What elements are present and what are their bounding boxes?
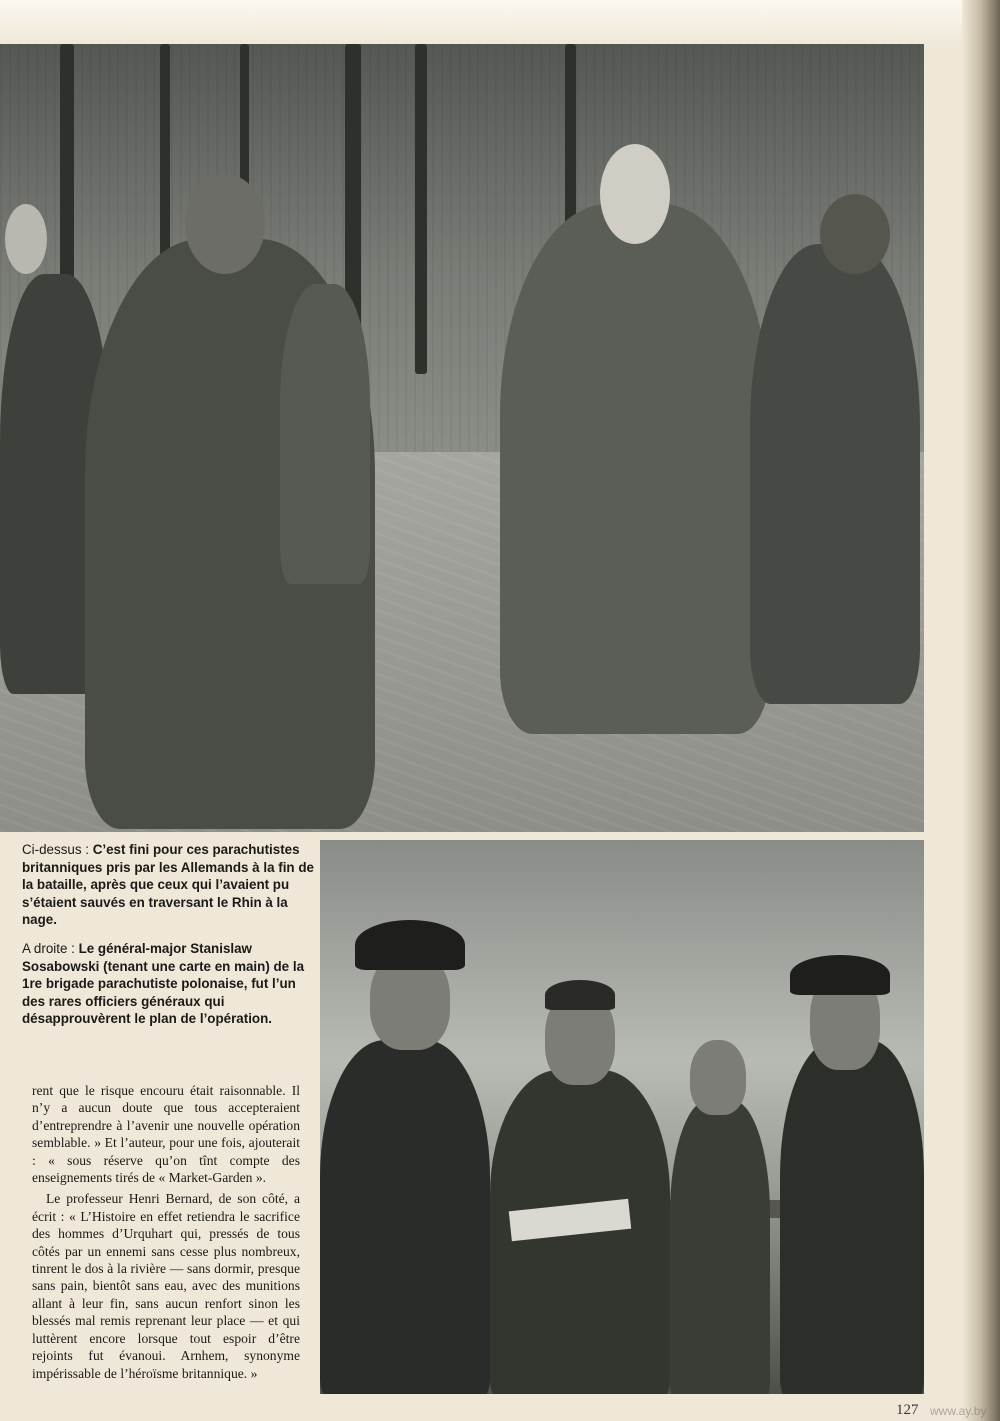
page-binding-shadow <box>962 0 1000 1421</box>
soldier-head <box>5 204 47 274</box>
watermark: www.ay.by <box>930 1404 987 1418</box>
soldier-figure <box>750 244 920 704</box>
caption-top-photo <box>22 841 314 929</box>
caption-text: Le général-major Stanislaw Sosabowski (tenant une carte en main) de la 1re brigade parachutiste polonaise, fut l’un des rares officiers généraux qui désapprouvèrent le plan de l’opération. <box>22 941 305 1027</box>
soldier-helmet <box>820 194 890 274</box>
photo-captured-paratroopers <box>0 44 924 832</box>
officer-figure <box>780 1040 924 1394</box>
page-number: 127 <box>896 1402 919 1418</box>
soldier-head <box>600 144 670 244</box>
officer-cap <box>545 980 615 1010</box>
officer-cap <box>355 920 465 970</box>
soldier-head <box>185 174 265 274</box>
officer-cap <box>790 955 890 995</box>
caption-text: C’est fini pour ces parachutistes britanniques pris par les Allemands à la fin de la bataille, après que ceux qui l’avaient pu s’étaient sauvés en traversant le Rhin à la nage. <box>22 842 314 928</box>
caption-lead: Ci-dessus : <box>22 842 93 857</box>
soldier-figure <box>280 284 370 584</box>
soldier-figure <box>500 204 770 734</box>
officer-figure <box>320 1040 490 1394</box>
officer-figure <box>670 1100 770 1394</box>
page-top-margin <box>0 0 1000 44</box>
body-text-column <box>32 1082 300 1386</box>
officer-head <box>690 1040 746 1115</box>
caption-right-photo <box>22 940 314 1028</box>
body-paragraph: Le professeur Henri Bernard, de son côté, a écrit : « L’Histoire en effet retiendra le sacrifice des hommes d’Urquhart qui, pressés de tous côtés par un ennemi sans cesse plus nombreux, tinrent le dos à la rivière — sans dormir, presque sans pain, bientôt sans eau, avec des munitions allant à leur fin, sans aucun renfort sinon les blessés mal remis reprenant leur place — et qui luttèrent encore lorsque tout espoir d’être rejoints fut évanoui. Arnhem, synonyme impérissable de l’héroïsme britannique. » <box>32 1191 300 1381</box>
tree <box>415 44 427 374</box>
body-paragraph: rent que le risque encouru était raisonnable. Il n’y a aucun doute que tous accepteraient d’entreprendre à l’avenir une nouvelle opération semblable. » Et l’auteur, pour une fois, ajouterait : « sous réserve qu’on tînt compte des enseignements tirés de « Market-Garden ». <box>32 1083 300 1186</box>
photo-sosabowski-officers <box>320 840 924 1394</box>
caption-lead: A droite : <box>22 941 79 956</box>
